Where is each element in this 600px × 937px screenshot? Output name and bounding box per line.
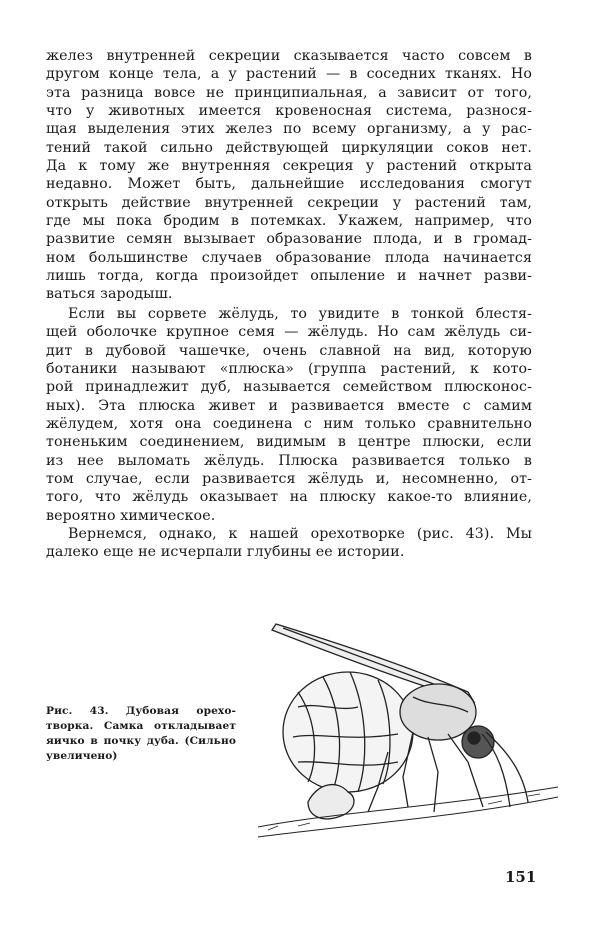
text-line: Если вы сорвете жёлудь, то увидите в тонкой блестя- — [68, 305, 532, 322]
text-line: рой принадлежит дуб, называется семейством плюсконос- — [46, 379, 532, 396]
text-line: том случае, если развивается жёлудь и, несомненно, от- — [46, 470, 532, 487]
text-line: щая выделения этих желез по всему организму, а у рас- — [46, 121, 532, 138]
text-line: Вернемся, однако, к нашей орехотворке (рис. 43). Мы — [68, 525, 532, 542]
text-line: жёлудем, хотя она соединена с ним только сравнительно — [46, 415, 532, 432]
text-line: ных). Эта плюска живет и развивается вместе с самим — [46, 397, 532, 414]
text-line: что у животных имеется кровеносная система, разнося- — [46, 103, 532, 120]
text-line: ваться зародыш. — [46, 286, 173, 303]
text-line: Да к тому же внутренняя секреция у растений открыта — [46, 158, 532, 175]
text-line: развитие семян вызывает образование плода, и в громад- — [46, 231, 532, 248]
text-line: лишь тогда, когда произойдет опыление и начнет разви- — [46, 268, 532, 285]
text-line: далеко еще не исчерпали глубины ее истории. — [46, 544, 405, 561]
text-line: недавно. Может быть, дальнейшие исследования смогут — [46, 176, 532, 193]
caption-line: творка. Самка откладывает — [46, 720, 236, 732]
caption-line: увеличено) — [46, 750, 118, 762]
text-line: тоненьким соединением, видимым в центре плюски, если — [46, 434, 532, 451]
text-line: вероятно химическое. — [46, 507, 216, 524]
figure-caption — [46, 704, 236, 764]
gall-wasp-illustration — [238, 612, 568, 862]
text-line: ном большинстве случаев образование плода начинается — [46, 249, 532, 266]
caption-line: Рис. 43. Дубовая орехо- — [46, 705, 236, 717]
text-line: щей оболочке крупное семя — жёлудь. Но сам жёлудь си- — [46, 324, 532, 341]
page-number: 151 — [505, 868, 537, 886]
text-line: тений такой сильно действующей циркуляции соков нет. — [46, 139, 532, 156]
text-line: где мы пока бродим в потемках. Укажем, например, что — [46, 213, 532, 230]
text-line: дит в дубовой чашечке, очень славной на вид, которую — [46, 342, 532, 359]
text-line: из нее выломать жёлудь. Плюска развивается только в — [46, 452, 532, 469]
text-line: эта разница вовсе не принципиальная, а зависит от того, — [46, 84, 532, 101]
paragraph-2 — [46, 305, 532, 525]
text-line: открыть действие внутренней секреции у растений там, — [46, 194, 532, 211]
text-line: ботаники называют «плюска» (группа растений, к кото- — [46, 360, 532, 377]
text-line: того, что жёлудь оказывает на плюску какое-то влияние, — [46, 489, 532, 506]
paragraph-1 — [46, 47, 532, 304]
text-line: желез внутренней секреции сказывается часто совсем в — [46, 48, 532, 64]
text-line: другом конце тела, а у растений — в соседних тканях. Но — [46, 66, 532, 83]
body-text — [46, 47, 532, 562]
caption-line: яичко в почку дуба. (Сильно — [46, 735, 236, 747]
paragraph-3 — [46, 525, 532, 562]
